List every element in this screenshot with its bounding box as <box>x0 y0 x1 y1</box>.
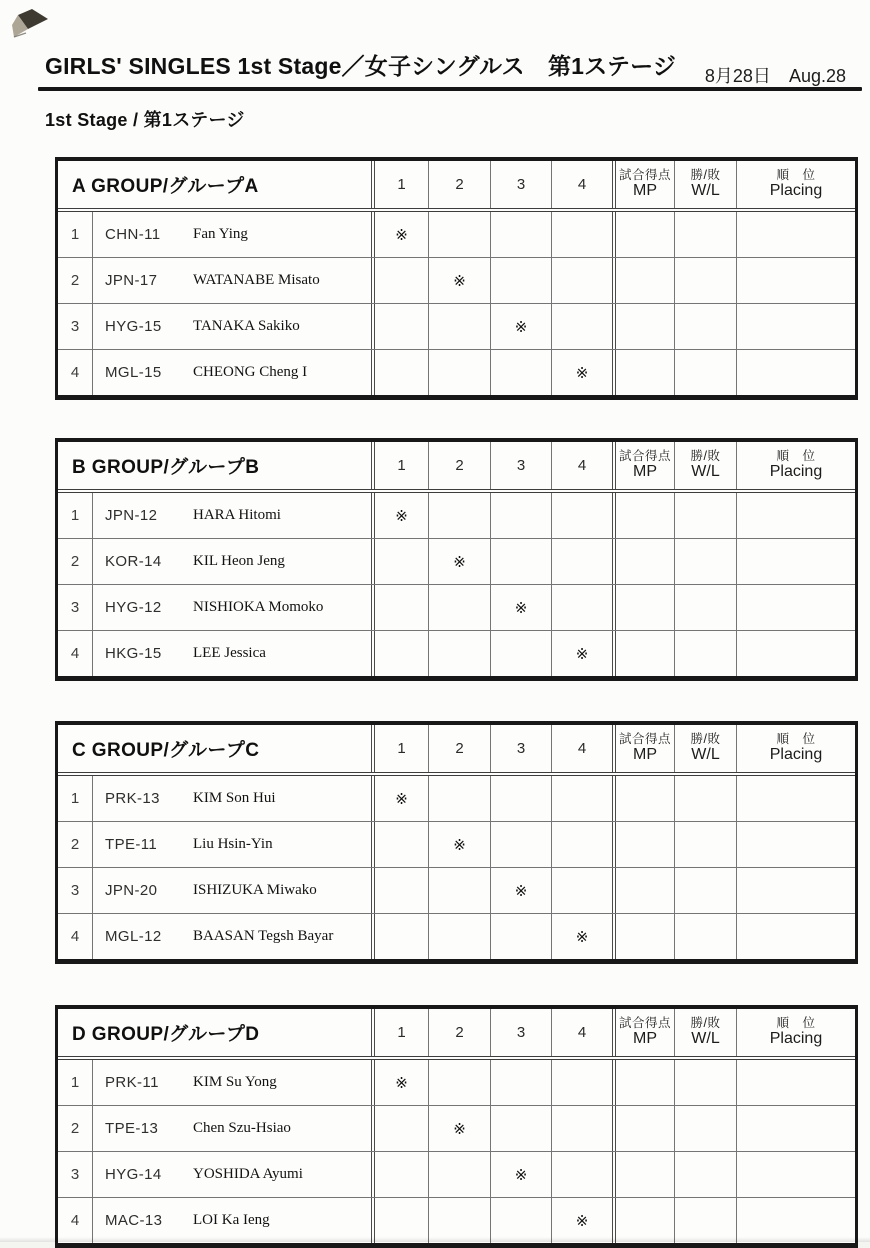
group-table-a <box>55 157 858 400</box>
stage-subtitle: 1st Stage / 第1ステージ <box>45 110 245 130</box>
mp-header-jp: 試合得点 <box>618 167 671 182</box>
match-cell <box>371 822 429 867</box>
match-cell <box>491 212 552 257</box>
player-id: MGL-15 <box>105 364 162 381</box>
match-col-header-3: 3 <box>491 442 552 489</box>
wl-header <box>675 442 737 489</box>
match-cell <box>552 258 612 303</box>
player-id: TPE-13 <box>105 1120 159 1137</box>
match-cell <box>429 585 491 630</box>
placing-header-jp: 順 位 <box>776 731 816 746</box>
match-cell <box>552 776 612 821</box>
match-cell: ※ <box>429 822 491 867</box>
match-col-header-4: 4 <box>577 457 587 474</box>
wl-cell <box>675 776 737 821</box>
placing-cell <box>737 493 855 538</box>
player-number: 2 <box>58 1106 93 1151</box>
player-name: ISHIZUKA Miwako <box>193 882 317 898</box>
player-number: 3 <box>58 304 93 349</box>
placing-cell <box>737 1198 855 1243</box>
match-col-header-1: 1 <box>371 1009 429 1056</box>
match-col-header-2: 2 <box>429 161 491 208</box>
player-name: CHEONG Cheng I <box>193 364 308 380</box>
player-name: LEE Jessica <box>193 645 266 661</box>
placing-header-en: Placing <box>769 182 823 200</box>
event-date <box>705 62 846 88</box>
group-title: A GROUP/グループA <box>72 176 259 197</box>
group-header-row <box>58 161 855 212</box>
scan-artifact <box>6 3 54 49</box>
match-cell <box>491 493 552 538</box>
match-cell <box>429 868 491 913</box>
wl-cell <box>675 631 737 676</box>
match-cell <box>371 304 429 349</box>
match-cell <box>491 1198 552 1243</box>
mp-header-en: MP <box>633 746 657 764</box>
player-name-cell <box>93 212 371 257</box>
mp-header <box>612 442 675 489</box>
match-cell <box>491 1106 552 1151</box>
player-id: KOR-14 <box>105 553 162 570</box>
mp-cell <box>612 1198 675 1243</box>
player-row <box>58 868 855 914</box>
match-cell <box>371 914 429 959</box>
match-col-header-3: 3 <box>491 725 552 772</box>
mp-header-en: MP <box>633 463 657 481</box>
match-cell <box>491 631 552 676</box>
match-cell: ※ <box>371 776 429 821</box>
wl-header-en: W/L <box>691 182 720 200</box>
match-cell <box>552 868 612 913</box>
player-number: 1 <box>58 493 93 538</box>
match-col-header-4: 4 <box>577 740 587 757</box>
player-row <box>58 212 855 258</box>
player-name-cell <box>93 868 371 913</box>
group-table-d <box>55 1005 858 1248</box>
player-number: 3 <box>58 585 93 630</box>
page-title: GIRLS' SINGLES 1st Stage／女子シングルス 第1ステージ <box>45 53 677 79</box>
player-id: JPN-12 <box>105 507 158 524</box>
match-cell <box>371 539 429 584</box>
player-row <box>58 493 855 539</box>
match-cell: ※ <box>491 304 552 349</box>
group-header-row <box>58 1009 855 1060</box>
mp-cell <box>612 1060 675 1105</box>
match-cell <box>491 1060 552 1105</box>
player-number: 1 <box>58 212 93 257</box>
player-name-cell <box>93 1060 371 1105</box>
placing-cell <box>737 304 855 349</box>
player-number: 3 <box>58 1152 93 1197</box>
match-cell: ※ <box>371 1060 429 1105</box>
player-row <box>58 258 855 304</box>
player-number: 1 <box>58 1060 93 1105</box>
match-cell <box>371 258 429 303</box>
mp-cell <box>612 1106 675 1151</box>
wl-cell <box>675 914 737 959</box>
match-cell: ※ <box>575 928 589 946</box>
player-id: TPE-11 <box>105 836 158 853</box>
mp-cell <box>612 539 675 584</box>
match-cell <box>429 914 491 959</box>
match-cell: ※ <box>429 539 491 584</box>
event-date-en: Aug.28 <box>788 66 846 86</box>
player-name: KIM Son Hui <box>193 790 276 806</box>
match-cell <box>429 631 491 676</box>
wl-header-jp: 勝/敗 <box>690 448 721 463</box>
wl-cell <box>675 1106 737 1151</box>
match-cell: ※ <box>491 1152 552 1197</box>
player-name: Liu Hsin-Yin <box>193 836 273 852</box>
placing-cell <box>737 631 855 676</box>
player-name: HARA Hitomi <box>193 507 281 523</box>
group-title: D GROUP/グループD <box>72 1024 260 1045</box>
placing-header-en: Placing <box>769 746 823 764</box>
wl-cell <box>675 1152 737 1197</box>
match-cell <box>371 868 429 913</box>
wl-cell <box>675 493 737 538</box>
player-id: PRK-13 <box>105 790 160 807</box>
match-col-header-1: 1 <box>371 725 429 772</box>
match-cell <box>371 1106 429 1151</box>
match-cell <box>552 1106 612 1151</box>
placing-cell <box>737 212 855 257</box>
player-id: CHN-11 <box>105 226 161 243</box>
match-cell <box>371 631 429 676</box>
match-cell: ※ <box>575 364 589 382</box>
match-cell <box>429 1198 491 1243</box>
match-col-header-4: 4 <box>577 176 587 193</box>
match-col-header-1: 1 <box>371 442 429 489</box>
placing-cell <box>737 776 855 821</box>
match-cell <box>552 822 612 867</box>
wl-header-en: W/L <box>691 463 720 481</box>
mp-cell <box>612 776 675 821</box>
mp-cell <box>612 914 675 959</box>
wl-cell <box>675 304 737 349</box>
match-cell <box>429 350 491 395</box>
placing-header <box>737 161 855 208</box>
player-row <box>58 585 855 631</box>
group-title: C GROUP/グループC <box>72 740 260 761</box>
match-col-header-3: 3 <box>491 1009 552 1056</box>
group-table-b <box>55 438 858 681</box>
player-id: HYG-14 <box>105 1166 162 1183</box>
match-cell <box>491 350 552 395</box>
player-name-cell <box>93 776 371 821</box>
match-cell <box>491 914 552 959</box>
match-cell: ※ <box>491 868 552 913</box>
match-cell <box>491 822 552 867</box>
match-cell <box>491 258 552 303</box>
player-number: 2 <box>58 258 93 303</box>
mp-cell <box>612 585 675 630</box>
player-row <box>58 1106 855 1152</box>
mp-cell <box>612 350 675 395</box>
player-name: TANAKA Sakiko <box>193 318 300 334</box>
match-cell <box>552 585 612 630</box>
player-name-cell <box>93 539 371 584</box>
match-cell: ※ <box>371 493 429 538</box>
wl-header-jp: 勝/敗 <box>690 1015 721 1030</box>
player-number: 1 <box>58 776 93 821</box>
wl-header <box>675 161 737 208</box>
wl-header <box>675 1009 737 1056</box>
placing-header-en: Placing <box>769 1030 823 1048</box>
match-cell: ※ <box>491 585 552 630</box>
player-id: JPN-20 <box>105 882 158 899</box>
match-cell <box>429 212 491 257</box>
placing-cell <box>737 1060 855 1105</box>
wl-cell <box>675 822 737 867</box>
match-cell <box>371 1198 429 1243</box>
player-id: MGL-12 <box>105 928 162 945</box>
player-row <box>58 304 855 350</box>
wl-cell <box>675 350 737 395</box>
player-row <box>58 1198 855 1243</box>
match-cell <box>552 539 612 584</box>
placing-cell <box>737 258 855 303</box>
player-name-cell <box>93 1106 371 1151</box>
match-cell <box>429 1152 491 1197</box>
placing-header-jp: 順 位 <box>776 167 816 182</box>
mp-header-jp: 試合得点 <box>618 1015 671 1030</box>
event-date-jp: 8月28日 <box>704 66 771 86</box>
placing-cell <box>737 914 855 959</box>
wl-cell <box>675 212 737 257</box>
player-name-cell <box>93 914 371 959</box>
mp-header <box>612 725 675 772</box>
match-cell <box>371 585 429 630</box>
placing-cell <box>737 868 855 913</box>
player-id: HYG-12 <box>105 599 162 616</box>
mp-cell <box>612 631 675 676</box>
player-name: YOSHIDA Ayumi <box>193 1166 303 1182</box>
mp-header-jp: 試合得点 <box>618 448 671 463</box>
placing-cell <box>737 585 855 630</box>
wl-cell <box>675 585 737 630</box>
match-cell <box>552 1060 612 1105</box>
player-name-cell <box>93 1152 371 1197</box>
match-cell <box>552 304 612 349</box>
player-row <box>58 1060 855 1106</box>
player-name-cell <box>93 822 371 867</box>
title-underline <box>38 87 862 91</box>
player-row <box>58 1152 855 1198</box>
player-row <box>58 539 855 585</box>
player-name-cell <box>93 493 371 538</box>
player-number: 4 <box>58 631 93 676</box>
placing-cell <box>737 1106 855 1151</box>
player-name: Chen Szu-Hsiao <box>193 1120 291 1136</box>
placing-cell <box>737 350 855 395</box>
group-header-row <box>58 442 855 493</box>
player-name-cell <box>93 631 371 676</box>
player-number: 2 <box>58 539 93 584</box>
wl-cell <box>675 258 737 303</box>
player-name-cell <box>93 304 371 349</box>
match-cell: ※ <box>575 1212 589 1230</box>
player-name: Fan Ying <box>193 226 248 242</box>
placing-header-jp: 順 位 <box>776 1015 816 1030</box>
player-row <box>58 350 855 395</box>
placing-header <box>737 725 855 772</box>
mp-cell <box>612 1152 675 1197</box>
player-number: 4 <box>58 1198 93 1243</box>
group-header-row <box>58 725 855 776</box>
match-col-header-2: 2 <box>429 442 491 489</box>
match-cell: ※ <box>371 212 429 257</box>
wl-header-jp: 勝/敗 <box>690 731 721 746</box>
wl-header-en: W/L <box>691 746 720 764</box>
player-name: KIL Heon Jeng <box>193 553 285 569</box>
mp-header-jp: 試合得点 <box>618 731 671 746</box>
group-table-c <box>55 721 858 964</box>
player-id: PRK-11 <box>105 1074 159 1091</box>
group-title: B GROUP/グループB <box>72 457 260 478</box>
match-cell <box>429 304 491 349</box>
wl-header <box>675 725 737 772</box>
player-id: HKG-15 <box>105 645 162 662</box>
match-cell: ※ <box>429 1106 491 1151</box>
wl-cell <box>675 1198 737 1243</box>
player-id: HYG-15 <box>105 318 162 335</box>
wl-header-jp: 勝/敗 <box>690 167 721 182</box>
mp-cell <box>612 868 675 913</box>
match-cell: ※ <box>429 258 491 303</box>
placing-header-jp: 順 位 <box>776 448 816 463</box>
match-col-header-3: 3 <box>491 161 552 208</box>
player-name: WATANABE Misato <box>193 272 320 288</box>
player-name-cell <box>93 350 371 395</box>
player-id: JPN-17 <box>105 272 158 289</box>
player-name: LOI Ka Ieng <box>193 1212 270 1228</box>
player-row <box>58 914 855 959</box>
match-cell <box>429 493 491 538</box>
mp-header-en: MP <box>633 182 657 200</box>
placing-cell <box>737 822 855 867</box>
player-name: KIM Su Yong <box>193 1074 277 1090</box>
match-cell <box>491 539 552 584</box>
match-cell <box>371 1152 429 1197</box>
match-cell <box>371 350 429 395</box>
match-cell: ※ <box>575 645 589 663</box>
player-number: 2 <box>58 822 93 867</box>
player-number: 4 <box>58 914 93 959</box>
player-row <box>58 776 855 822</box>
wl-cell <box>675 868 737 913</box>
match-col-header-1: 1 <box>371 161 429 208</box>
match-col-header-2: 2 <box>429 1009 491 1056</box>
mp-cell <box>612 493 675 538</box>
player-name: BAASAN Tegsh Bayar <box>193 928 334 944</box>
placing-cell <box>737 1152 855 1197</box>
wl-cell <box>675 1060 737 1105</box>
player-number: 4 <box>58 350 93 395</box>
player-name-cell <box>93 1198 371 1243</box>
mp-cell <box>612 212 675 257</box>
placing-cell <box>737 539 855 584</box>
match-cell <box>552 1152 612 1197</box>
player-row <box>58 631 855 676</box>
player-id: MAC-13 <box>105 1212 163 1229</box>
mp-header-en: MP <box>633 1030 657 1048</box>
mp-header <box>612 161 675 208</box>
player-row <box>58 822 855 868</box>
match-cell <box>552 493 612 538</box>
placing-header-en: Placing <box>769 463 823 481</box>
mp-cell <box>612 822 675 867</box>
player-name-cell <box>93 258 371 303</box>
placing-header <box>737 1009 855 1056</box>
player-number: 3 <box>58 868 93 913</box>
player-name: NISHIOKA Momoko <box>193 599 324 615</box>
mp-header <box>612 1009 675 1056</box>
match-cell <box>429 776 491 821</box>
match-cell <box>429 1060 491 1105</box>
wl-cell <box>675 539 737 584</box>
mp-cell <box>612 258 675 303</box>
placing-header <box>737 442 855 489</box>
player-name-cell <box>93 585 371 630</box>
wl-header-en: W/L <box>691 1030 720 1048</box>
match-col-header-4: 4 <box>577 1024 587 1041</box>
mp-cell <box>612 304 675 349</box>
match-cell <box>552 212 612 257</box>
match-col-header-2: 2 <box>429 725 491 772</box>
match-cell <box>491 776 552 821</box>
